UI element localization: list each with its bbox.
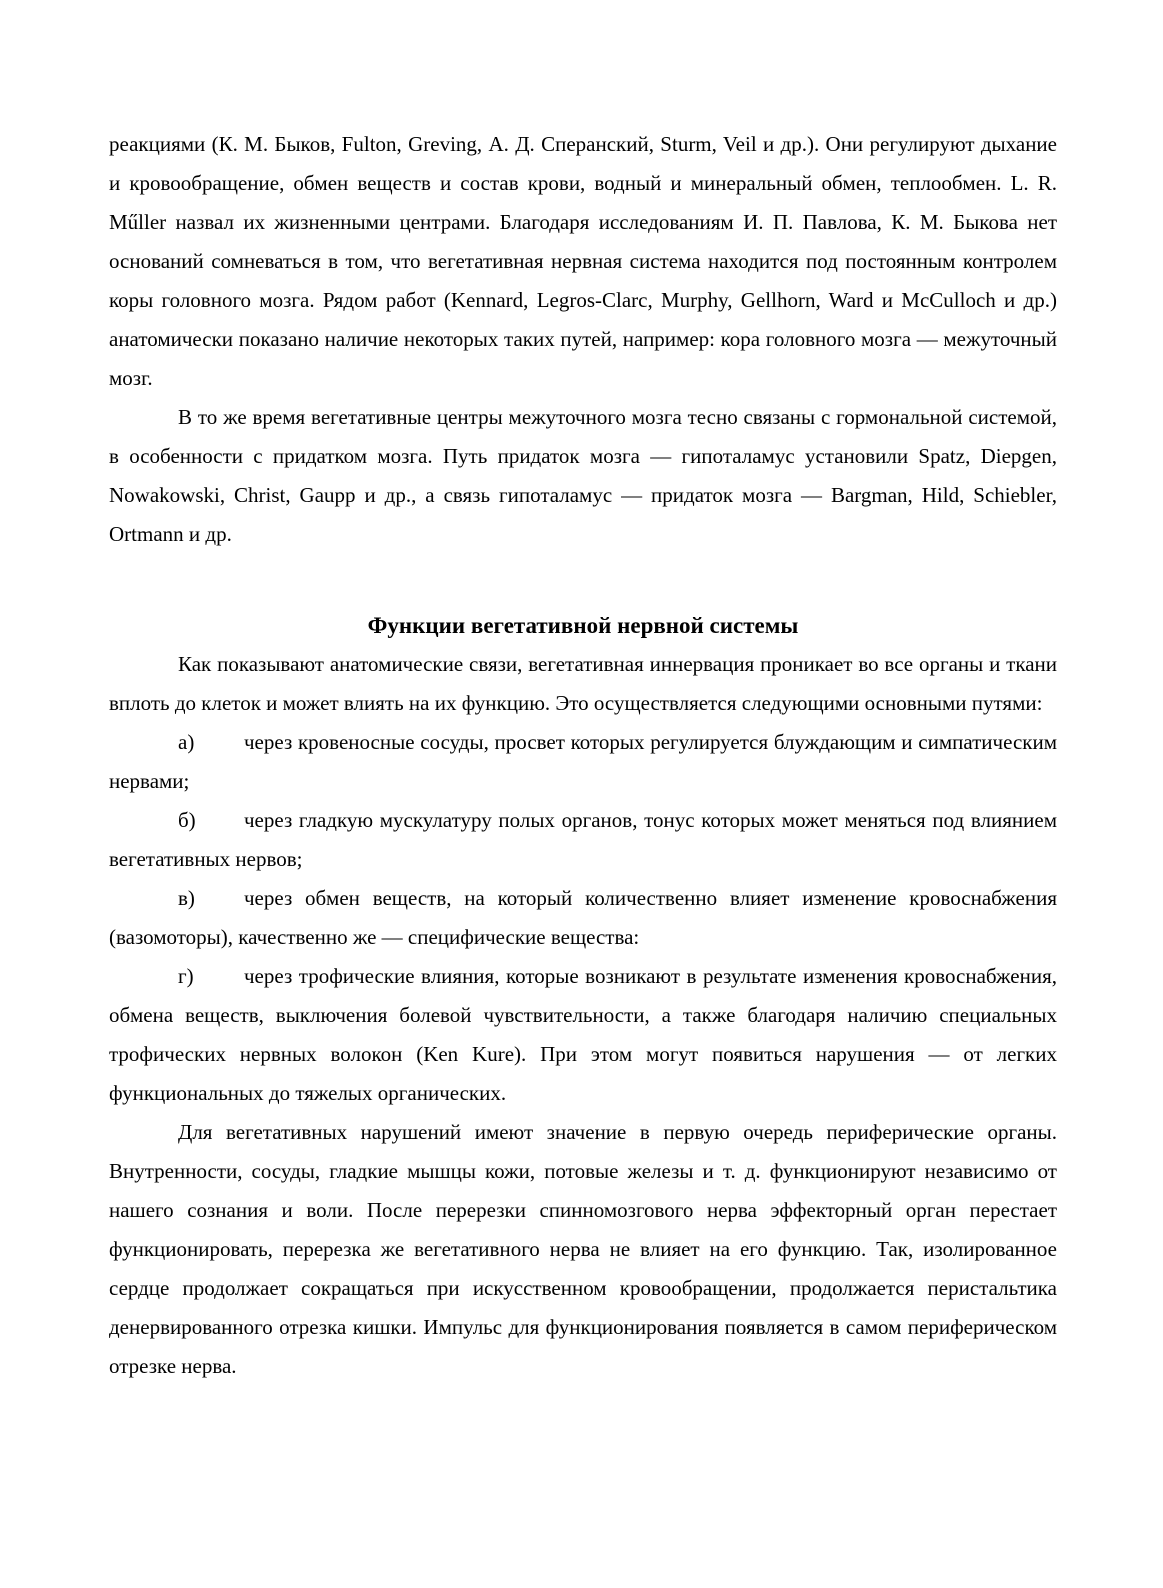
section-heading: Функции вегетативной нервной системы <box>367 613 799 638</box>
list-item-text: через кровеносные сосуды, просвет которых регулируется блуждающим и симпатическим нервами; <box>109 730 1057 793</box>
paragraph-hormonal-link: В то же время вегетативные центры межуточного мозга тесно связаны с гормональной системой, в особенности с придатком мозга. Путь придаток мозга — гипоталамус установили Spatz, Diepgen, Nowakowski, Christ, Gaupp и др., а связь гипоталамус — придаток мозга — Bargman, Hild, Schiebler, Ortmann и др. <box>109 405 1057 546</box>
paragraph-continuation: реакциями (К. М. Быков, Fulton, Greving, А. Д. Сперанский, Sturm, Veil и др.). Они регулируют дыхание и кровообращение, обмен веществ и состав крови, водный и минеральный обмен, теплообмен. L. R. Műller назвал их жизненными центрами. Благодаря исследованиям И. П. Павлова, К. М. Быкова нет оснований сомневаться в том, что вегетативная нервная система находится под постоянным контролем коры головного мозга. Рядом работ (Kennard, Legros-Clarc, Murphy, Gellhorn, Ward и McCulloch и др.) анатомически показано наличие некоторых таких путей, например: кора головного мозга — межуточный мозг. <box>109 132 1057 390</box>
list-item-text: через трофические влияния, которые возникают в результате изменения кровоснабжения, обмена веществ, выключения болевой чувствительности, а также благодаря наличию специальных трофических нервных волокон (Ken Kure). При этом могут появиться нарушения — от легких функциональных до тяжелых органических. <box>109 964 1057 1105</box>
list-marker: б) <box>178 808 196 832</box>
list-item-text: через обмен веществ, на который количественно влияет изменение кровоснабжения (вазомоторы), качественно же — специфические вещества: <box>109 886 1057 949</box>
page-content <box>109 125 1057 1386</box>
list-item-text: через гладкую мускулатуру полых органов, тонус которых может меняться под влиянием вегетативных нервов; <box>109 808 1057 871</box>
list-item <box>109 801 1057 879</box>
section-intro: Как показывают анатомические связи, вегетативная иннервация проникает во все органы и ткани вплоть до клеток и может влиять на их функцию. Это осуществляется следующими основными путями: <box>109 652 1057 715</box>
list-item <box>109 723 1057 801</box>
list-marker: г) <box>178 964 194 988</box>
list-marker: а) <box>178 730 195 754</box>
list-item <box>109 879 1057 957</box>
section-closing: Для вегетативных нарушений имеют значение в первую очередь периферические органы. Внутренности, сосуды, гладкие мышцы кожи, потовые железы и т. д. функционируют независимо от нашего сознания и воли. После перерезки спинномозгового нерва эффекторный орган перестает функционировать, перерезка же вегетативного нерва не влияет на его функцию. Так, изолированное сердце продолжает сокращаться при искусственном кровообращении, продолжается перистальтика денервированного отрезка кишки. Импульс для функционирования появляется в самом периферическом отрезке нерва. <box>109 1120 1057 1378</box>
list-marker: в) <box>178 886 195 910</box>
list-item <box>109 957 1057 1113</box>
